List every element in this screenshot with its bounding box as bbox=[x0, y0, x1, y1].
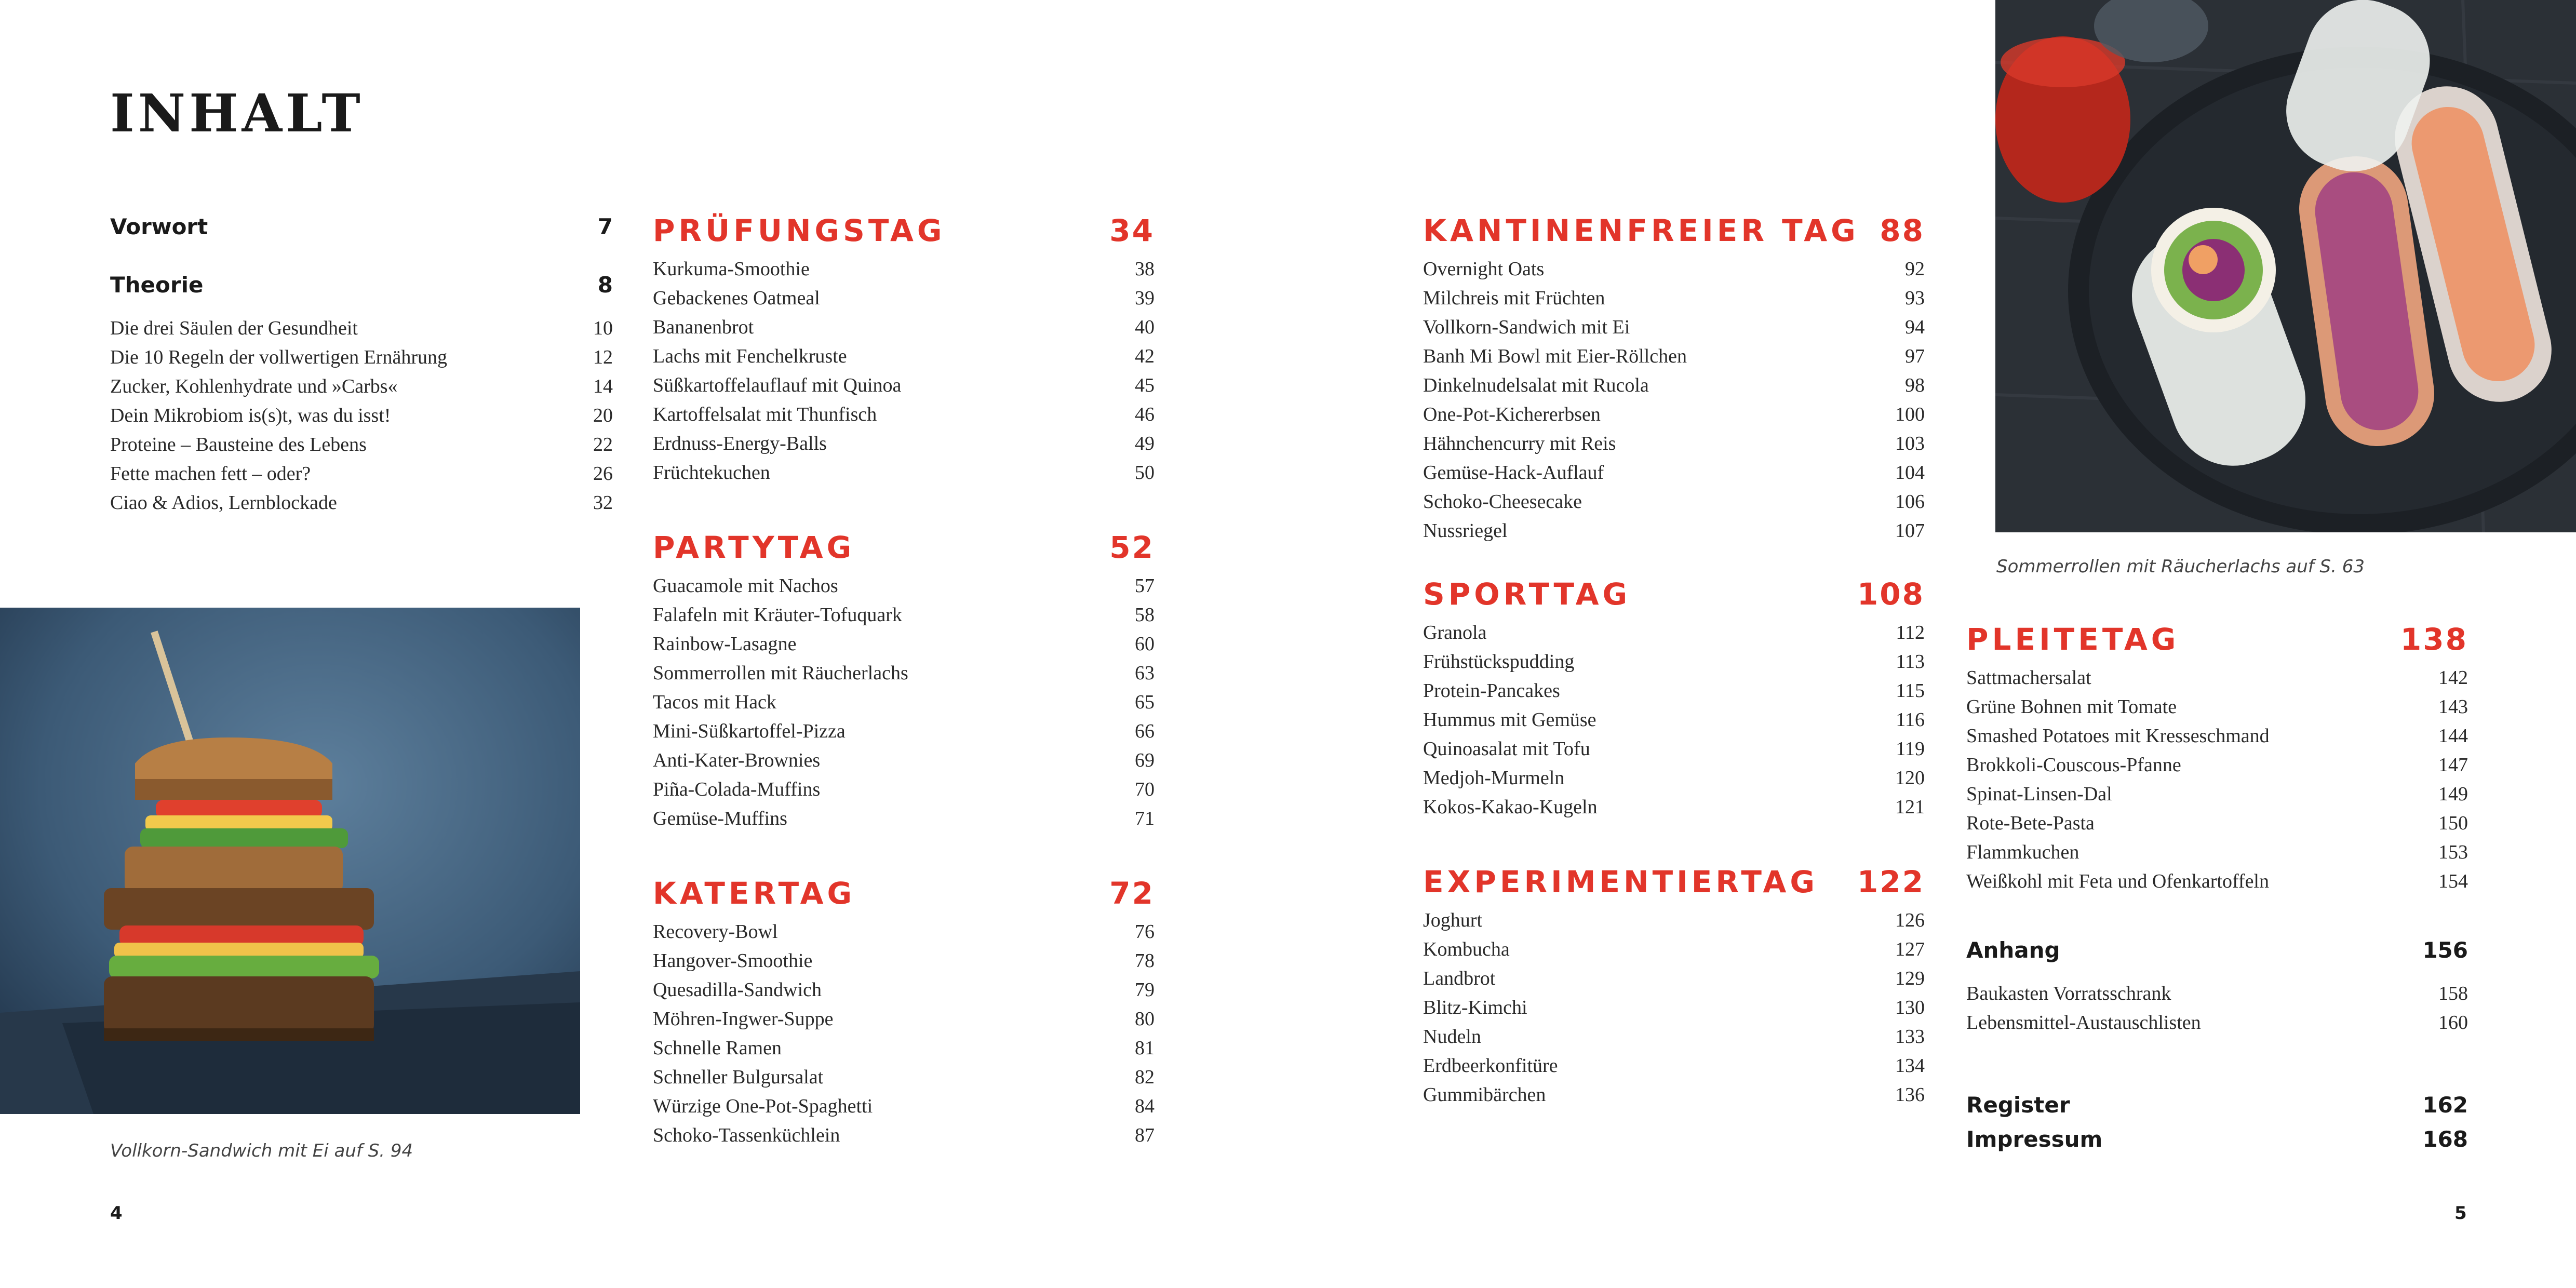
section-pruefungstag bbox=[653, 207, 1155, 487]
entry-page: 20 bbox=[593, 405, 613, 426]
toc-entry-register[interactable] bbox=[1966, 1088, 2468, 1122]
section-title: PRÜFUNGSTAG bbox=[653, 213, 946, 248]
entry-page: 149 bbox=[2438, 783, 2468, 805]
entry-label: Fette machen fett – oder? bbox=[110, 463, 311, 485]
section-heading[interactable] bbox=[653, 207, 1155, 254]
entry-label: Schoko-Tassenküchlein bbox=[653, 1124, 840, 1146]
entry-page: 76 bbox=[1135, 921, 1155, 943]
entry-page: 12 bbox=[593, 346, 613, 368]
caption-spring-rolls: Sommerrollen mit Räucherlachs auf S. 63 bbox=[1996, 556, 2365, 577]
section-title: KANTINENFREIER TAG bbox=[1423, 213, 1859, 248]
entry-page: 78 bbox=[1135, 950, 1155, 972]
entry-label: Falafeln mit Kräuter-Tofuquark bbox=[653, 604, 902, 626]
section-title: PARTYTAG bbox=[653, 530, 855, 565]
entry-page: 126 bbox=[1895, 909, 1925, 931]
entry-page: 39 bbox=[1135, 287, 1155, 309]
section-page: 138 bbox=[2400, 622, 2468, 657]
entry-page: 134 bbox=[1895, 1055, 1925, 1077]
entry-label: Joghurt bbox=[1423, 909, 1482, 931]
entry-page: 22 bbox=[593, 434, 613, 455]
toc-entry[interactable] bbox=[1966, 692, 2468, 721]
entry-label: Süßkartoffelauflauf mit Quinoa bbox=[653, 374, 902, 396]
entry-page: 92 bbox=[1905, 258, 1925, 280]
toc-entry[interactable] bbox=[653, 688, 1155, 717]
entry-label: Quesadilla-Sandwich bbox=[653, 979, 822, 1001]
entry-label: Erdbeerkonfitüre bbox=[1423, 1055, 1558, 1077]
toc-entry[interactable] bbox=[653, 400, 1155, 429]
section-kantinenfreier-tag bbox=[1423, 207, 1925, 545]
entry-label: One-Pot-Kichererbsen bbox=[1423, 404, 1601, 425]
entry-label: Schneller Bulgursalat bbox=[653, 1066, 824, 1088]
toc-entry[interactable] bbox=[110, 459, 613, 488]
toc-entry[interactable] bbox=[110, 488, 613, 517]
entry-label: Lebensmittel-Austauschlisten bbox=[1966, 1012, 2201, 1034]
entry-page: 150 bbox=[2438, 812, 2468, 834]
toc-entry[interactable] bbox=[653, 313, 1155, 342]
toc-entry[interactable] bbox=[1423, 793, 1925, 822]
toc-entry[interactable] bbox=[653, 1034, 1155, 1063]
entry-page: 57 bbox=[1135, 575, 1155, 597]
section-sporttag bbox=[1423, 570, 1925, 822]
entry-page: 71 bbox=[1135, 808, 1155, 829]
entry-page: 50 bbox=[1135, 462, 1155, 484]
toc-entry[interactable] bbox=[653, 717, 1155, 746]
entry-label: Proteine – Bausteine des Lebens bbox=[110, 434, 367, 455]
toc-entry[interactable] bbox=[1423, 1051, 1925, 1080]
entry-page: 32 bbox=[593, 492, 613, 514]
entry-page: 60 bbox=[1135, 633, 1155, 655]
entry-page: 130 bbox=[1895, 997, 1925, 1018]
entry-label: Register bbox=[1966, 1092, 2070, 1118]
entry-label: Kartoffelsalat mit Thunfisch bbox=[653, 404, 877, 425]
entry-page: 116 bbox=[1896, 709, 1925, 731]
toc-entry[interactable] bbox=[1966, 979, 2468, 1008]
toc-entry[interactable] bbox=[110, 314, 613, 343]
entry-label: Schnelle Ramen bbox=[653, 1037, 782, 1059]
entry-label: Frühstückspudding bbox=[1423, 651, 1575, 673]
entry-page: 58 bbox=[1135, 604, 1155, 626]
entry-label: Tacos mit Hack bbox=[653, 691, 776, 713]
section-page: 34 bbox=[1109, 213, 1155, 248]
entry-label: Rainbow-Lasagne bbox=[653, 633, 797, 655]
entry-label: Quinoasalat mit Tofu bbox=[1423, 738, 1590, 760]
entry-label: Banh Mi Bowl mit Eier-Röllchen bbox=[1423, 345, 1687, 367]
toc-entry[interactable] bbox=[1423, 647, 1925, 676]
toc-entry[interactable] bbox=[1966, 663, 2468, 692]
entry-page: 160 bbox=[2438, 1012, 2468, 1034]
entry-page: 158 bbox=[2438, 983, 2468, 1004]
entry-label: Medjoh-Murmeln bbox=[1423, 767, 1565, 789]
entry-page: 127 bbox=[1895, 938, 1925, 960]
entry-page: 84 bbox=[1135, 1095, 1155, 1117]
entry-page: 80 bbox=[1135, 1008, 1155, 1030]
entry-label: Guacamole mit Nachos bbox=[653, 575, 838, 597]
toc-entry[interactable] bbox=[1423, 705, 1925, 734]
entry-label: Kokos-Kakao-Kugeln bbox=[1423, 796, 1598, 818]
entry-label: Hangover-Smoothie bbox=[653, 950, 813, 972]
entry-label: Gebackenes Oatmeal bbox=[653, 287, 820, 309]
entry-label: Flammkuchen bbox=[1966, 841, 2079, 863]
entry-label: Schoko-Cheesecake bbox=[1423, 491, 1582, 513]
entry-page: 70 bbox=[1135, 779, 1155, 800]
toc-entry[interactable] bbox=[1423, 487, 1925, 516]
toc-entry-anhang[interactable] bbox=[1966, 933, 2468, 968]
entry-label: Anhang bbox=[1966, 937, 2060, 963]
toc-entry[interactable] bbox=[653, 342, 1155, 371]
page-number-left: 4 bbox=[110, 1203, 123, 1224]
toc-entry[interactable] bbox=[1966, 780, 2468, 809]
toc-entry[interactable] bbox=[1966, 809, 2468, 838]
entry-page: 87 bbox=[1135, 1124, 1155, 1146]
entry-page: 115 bbox=[1896, 680, 1925, 702]
entry-page: 10 bbox=[593, 317, 613, 339]
toc-entry[interactable] bbox=[653, 458, 1155, 487]
entry-label: Hähnchencurry mit Reis bbox=[1423, 433, 1616, 454]
toc-entry[interactable] bbox=[1423, 284, 1925, 313]
toc-entry[interactable] bbox=[653, 429, 1155, 458]
entry-label: Gummibärchen bbox=[1423, 1084, 1546, 1106]
section-title: PLEITETAG bbox=[1966, 622, 2180, 657]
entry-page: 26 bbox=[593, 463, 613, 485]
toc-entry[interactable] bbox=[1423, 516, 1925, 545]
section-heading[interactable] bbox=[1423, 570, 1925, 618]
toc-entry[interactable] bbox=[1423, 964, 1925, 993]
caption-sandwich: Vollkorn-Sandwich mit Ei auf S. 94 bbox=[110, 1141, 413, 1161]
entry-page: 69 bbox=[1135, 749, 1155, 771]
toc-column-2 bbox=[653, 207, 1155, 1150]
entry-label: Dein Mikrobiom is(s)t, was du isst! bbox=[110, 405, 391, 426]
toc-left-column bbox=[110, 210, 613, 517]
entry-page: 143 bbox=[2438, 696, 2468, 718]
entry-page: 147 bbox=[2438, 754, 2468, 776]
section-anhang bbox=[1966, 933, 2468, 1037]
toc-entry[interactable] bbox=[653, 571, 1155, 600]
entry-label: Recovery-Bowl bbox=[653, 921, 778, 943]
section-register-impressum bbox=[1966, 1088, 2468, 1157]
entry-page: 129 bbox=[1895, 968, 1925, 989]
toc-entry[interactable] bbox=[653, 746, 1155, 775]
section-heading[interactable] bbox=[653, 524, 1155, 571]
entry-label: Würzige One-Pot-Spaghetti bbox=[653, 1095, 873, 1117]
entry-label: Spinat-Linsen-Dal bbox=[1966, 783, 2112, 805]
entry-page: 40 bbox=[1135, 316, 1155, 338]
section-page: 88 bbox=[1880, 213, 1925, 248]
sandwich-photo bbox=[0, 608, 580, 1114]
toc-entry[interactable] bbox=[653, 1121, 1155, 1150]
toc-entry[interactable] bbox=[1423, 313, 1925, 342]
toc-entry[interactable] bbox=[653, 1092, 1155, 1121]
section-page: 122 bbox=[1857, 864, 1925, 900]
toc-entry[interactable] bbox=[653, 371, 1155, 400]
entry-page: 154 bbox=[2438, 870, 2468, 892]
toc-entry[interactable] bbox=[1423, 342, 1925, 371]
entry-page: 107 bbox=[1895, 520, 1925, 542]
entry-page: 162 bbox=[2422, 1092, 2468, 1118]
entry-page: 93 bbox=[1905, 287, 1925, 309]
toc-entry[interactable] bbox=[1966, 750, 2468, 780]
entry-page: 42 bbox=[1135, 345, 1155, 367]
section-partytag bbox=[653, 524, 1155, 833]
entry-page: 156 bbox=[2422, 937, 2468, 963]
entry-label: Nudeln bbox=[1423, 1026, 1481, 1048]
entry-label: Overnight Oats bbox=[1423, 258, 1545, 280]
toc-entry[interactable] bbox=[653, 284, 1155, 313]
entry-label: Sommerrollen mit Räucherlachs bbox=[653, 662, 908, 684]
page-title: INHALT bbox=[110, 83, 364, 144]
entry-label: Brokkoli-Couscous-Pfanne bbox=[1966, 754, 2181, 776]
toc-entry[interactable] bbox=[653, 254, 1155, 284]
section-page: 108 bbox=[1857, 576, 1925, 612]
entry-page: 113 bbox=[1896, 651, 1925, 673]
toc-entry[interactable] bbox=[1423, 993, 1925, 1022]
entry-label: Kurkuma-Smoothie bbox=[653, 258, 810, 280]
section-heading[interactable] bbox=[1423, 207, 1925, 254]
entry-label: Baukasten Vorratsschrank bbox=[1966, 983, 2171, 1004]
toc-entry-vorwort[interactable] bbox=[110, 210, 613, 244]
toc-entry[interactable] bbox=[1423, 458, 1925, 487]
entry-label: Impressum bbox=[1966, 1126, 2103, 1152]
entry-label: Rote-Bete-Pasta bbox=[1966, 812, 2095, 834]
toc-entry[interactable] bbox=[653, 1063, 1155, 1092]
entry-label: Vorwort bbox=[110, 214, 208, 239]
toc-entry[interactable] bbox=[1423, 734, 1925, 763]
entry-label: Gemüse-Muffins bbox=[653, 808, 787, 829]
toc-entry[interactable] bbox=[653, 1004, 1155, 1034]
toc-entry[interactable] bbox=[110, 343, 613, 372]
toc-entry[interactable] bbox=[653, 975, 1155, 1004]
entry-page: 14 bbox=[593, 375, 613, 397]
section-page: 52 bbox=[1109, 530, 1155, 565]
entry-label: Protein-Pancakes bbox=[1423, 680, 1560, 702]
toc-column-3 bbox=[1423, 207, 1925, 1109]
entry-page: 97 bbox=[1905, 345, 1925, 367]
entry-label: Früchtekuchen bbox=[653, 462, 770, 484]
toc-entry[interactable] bbox=[1423, 1080, 1925, 1109]
entry-label: Die drei Säulen der Gesundheit bbox=[110, 317, 358, 339]
toc-entry[interactable] bbox=[1966, 867, 2468, 896]
toc-column-4 bbox=[1966, 615, 2468, 1157]
entry-page: 7 bbox=[597, 214, 613, 239]
entry-page: 144 bbox=[2438, 725, 2468, 747]
section-heading[interactable] bbox=[1966, 615, 2468, 663]
entry-label: Blitz-Kimchi bbox=[1423, 997, 1527, 1018]
entry-page: 8 bbox=[597, 272, 613, 298]
entry-label: Granola bbox=[1423, 622, 1487, 643]
entry-label: Die 10 Regeln der vollwertigen Ernährung bbox=[110, 346, 447, 368]
entry-page: 168 bbox=[2422, 1126, 2468, 1152]
section-heading[interactable] bbox=[653, 869, 1155, 917]
entry-label: Zucker, Kohlenhydrate und »Carbs« bbox=[110, 375, 398, 397]
section-heading[interactable] bbox=[1423, 858, 1925, 906]
toc-entry[interactable] bbox=[1423, 618, 1925, 647]
entry-label: Landbrot bbox=[1423, 968, 1496, 989]
entry-page: 136 bbox=[1895, 1084, 1925, 1106]
toc-entry[interactable] bbox=[1423, 676, 1925, 705]
entry-label: Vollkorn-Sandwich mit Ei bbox=[1423, 316, 1630, 338]
toc-entry[interactable] bbox=[653, 629, 1155, 659]
entry-page: 46 bbox=[1135, 404, 1155, 425]
entry-page: 104 bbox=[1895, 462, 1925, 484]
toc-entry[interactable] bbox=[110, 372, 613, 401]
entry-page: 100 bbox=[1895, 404, 1925, 425]
entry-page: 49 bbox=[1135, 433, 1155, 454]
toc-entry[interactable] bbox=[653, 659, 1155, 688]
toc-entry[interactable] bbox=[1423, 254, 1925, 284]
entry-page: 133 bbox=[1895, 1026, 1925, 1048]
toc-entry[interactable] bbox=[653, 946, 1155, 975]
toc-entry[interactable] bbox=[1966, 721, 2468, 750]
entry-page: 94 bbox=[1905, 316, 1925, 338]
theorie-list bbox=[110, 314, 613, 517]
entry-page: 38 bbox=[1135, 258, 1155, 280]
entry-page: 121 bbox=[1895, 796, 1925, 818]
entry-label: Weißkohl mit Feta und Ofenkartoffeln bbox=[1966, 870, 2269, 892]
entry-label: Milchreis mit Früchten bbox=[1423, 287, 1605, 309]
page-number-right: 5 bbox=[2454, 1203, 2467, 1224]
toc-entry[interactable] bbox=[1966, 838, 2468, 867]
toc-entry[interactable] bbox=[653, 917, 1155, 946]
entry-label: Theorie bbox=[110, 272, 204, 298]
toc-entry[interactable] bbox=[1423, 1022, 1925, 1051]
toc-entry-theorie[interactable] bbox=[110, 268, 613, 302]
entry-label: Kombucha bbox=[1423, 938, 1510, 960]
toc-entry[interactable] bbox=[1966, 1008, 2468, 1037]
section-katertag bbox=[653, 869, 1155, 1150]
section-pleitetag bbox=[1966, 615, 2468, 896]
toc-entry[interactable] bbox=[1423, 429, 1925, 458]
entry-label: Erdnuss-Energy-Balls bbox=[653, 433, 827, 454]
toc-entry-impressum[interactable] bbox=[1966, 1122, 2468, 1157]
entry-label: Mini-Süßkartoffel-Pizza bbox=[653, 720, 846, 742]
toc-entry[interactable] bbox=[110, 430, 613, 459]
entry-page: 112 bbox=[1896, 622, 1925, 643]
entry-label: Möhren-Ingwer-Suppe bbox=[653, 1008, 834, 1030]
entry-page: 79 bbox=[1135, 979, 1155, 1001]
entry-label: Grüne Bohnen mit Tomate bbox=[1966, 696, 2177, 718]
entry-page: 63 bbox=[1135, 662, 1155, 684]
toc-entry[interactable] bbox=[653, 600, 1155, 629]
spring-rolls-photo bbox=[1995, 0, 2576, 532]
entry-label: Gemüse-Hack-Auflauf bbox=[1423, 462, 1604, 484]
entry-page: 106 bbox=[1895, 491, 1925, 513]
entry-page: 98 bbox=[1905, 374, 1925, 396]
entry-page: 81 bbox=[1135, 1037, 1155, 1059]
toc-entry[interactable] bbox=[110, 401, 613, 430]
entry-label: Nussriegel bbox=[1423, 520, 1508, 542]
section-title: SPORTTAG bbox=[1423, 576, 1631, 612]
section-page: 72 bbox=[1109, 876, 1155, 911]
entry-page: 103 bbox=[1895, 433, 1925, 454]
toc-entry[interactable] bbox=[653, 775, 1155, 804]
entry-label: Sattmachersalat bbox=[1966, 667, 2091, 689]
entry-page: 153 bbox=[2438, 841, 2468, 863]
entry-page: 119 bbox=[1896, 738, 1925, 760]
section-title: KATERTAG bbox=[653, 876, 856, 911]
entry-label: Anti-Kater-Brownies bbox=[653, 749, 821, 771]
entry-label: Smashed Potatoes mit Kresseschmand bbox=[1966, 725, 2270, 747]
entry-page: 120 bbox=[1895, 767, 1925, 789]
entry-page: 82 bbox=[1135, 1066, 1155, 1088]
entry-page: 66 bbox=[1135, 720, 1155, 742]
entry-page: 45 bbox=[1135, 374, 1155, 396]
toc-entry[interactable] bbox=[1423, 763, 1925, 793]
entry-label: Dinkelnudelsalat mit Rucola bbox=[1423, 374, 1649, 396]
section-title: EXPERIMENTIERTAG bbox=[1423, 864, 1818, 900]
toc-entry[interactable] bbox=[653, 804, 1155, 833]
toc-entry[interactable] bbox=[1423, 400, 1925, 429]
entry-label: Ciao & Adios, Lernblockade bbox=[110, 492, 337, 514]
entry-page: 142 bbox=[2438, 667, 2468, 689]
entry-page: 65 bbox=[1135, 691, 1155, 713]
section-experimentiertag bbox=[1423, 858, 1925, 1109]
entry-label: Piña-Colada-Muffins bbox=[653, 779, 821, 800]
entry-label: Bananenbrot bbox=[653, 316, 754, 338]
entry-label: Lachs mit Fenchelkruste bbox=[653, 345, 847, 367]
toc-entry[interactable] bbox=[1423, 935, 1925, 964]
toc-entry[interactable] bbox=[1423, 371, 1925, 400]
toc-entry[interactable] bbox=[1423, 906, 1925, 935]
entry-label: Hummus mit Gemüse bbox=[1423, 709, 1596, 731]
